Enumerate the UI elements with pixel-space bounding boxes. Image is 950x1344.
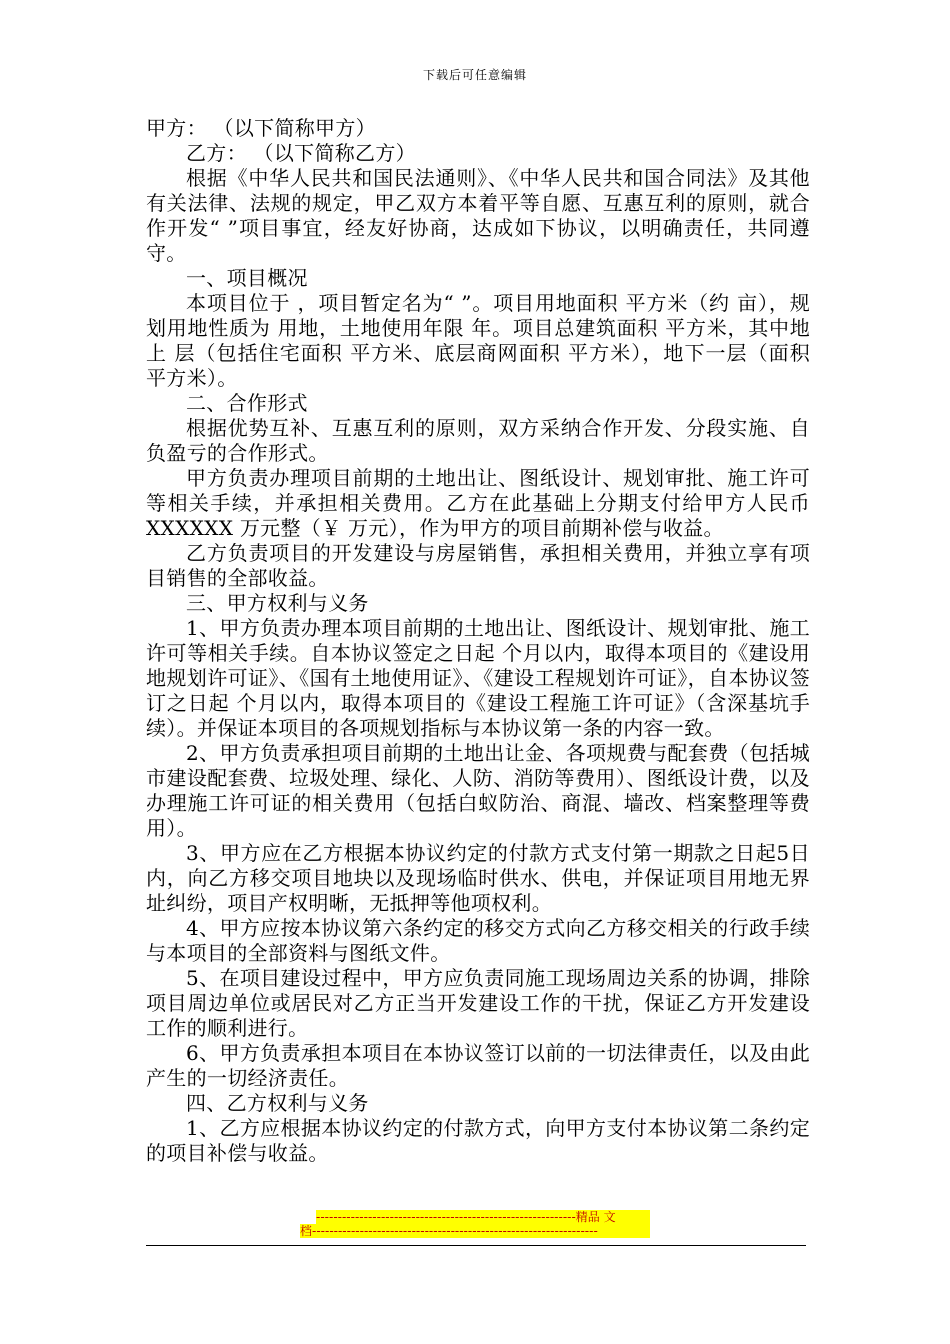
clause-a-5: 5、在项目建设过程中，甲方应负责同施工现场周边关系的协调，排除项目周边单位或居民对乙方正当开发建设工作的干扰，保证乙方开发建设工作的顺利进行。 [146,966,810,1040]
party-b-line: 乙方： （以下简称乙方） [186,141,416,165]
section-heading-3: 三、甲方权利与义务 [186,591,369,615]
project-overview-paragraph: 本项目位于 ，项目暂定名为“ ”。项目用地面积 平方米（约 亩），规划用地性质为 用地，土地使用年限 年。项目总建筑面积 平方米，其中地上 层（包括住宅面积 平方米、底层商网面积 平方米），地下一层（面积 平方米）。 [146,291,810,390]
page-header: 下载后可任意编辑 [422,68,527,82]
clause-a-4: 4、甲方应按本协议第六条约定的移交方式向乙方移交相关的行政手续与本项目的全部资料与图纸文件。 [146,916,810,965]
party-a-line: 甲方： （以下简称甲方） [146,116,376,140]
cooperation-paragraph: 根据优势互补、互惠互利的原则，双方采纳合作开发、分段实施、自负盈亏的合作形式。 [146,416,810,465]
clause-a-6: 6、甲方负责承担本项目在本协议签订以前的一切法律责任，以及由此产生的一切经济责任。 [146,1041,810,1090]
section-heading-4: 四、乙方权利与义务 [186,1091,369,1115]
clause-a-3: 3、甲方应在乙方根据本协议约定的付款方式支付第一期款之日起5日内，向乙方移交项目地块以及现场临时供水、供电，并保证项目用地无界址纠纷，项目产权明晰，无抵押等他项权利。 [146,841,810,915]
document-body [146,116,810,1166]
party-b-duty-paragraph: 乙方负责项目的开发建设与房屋销售，承担相关费用，并独立享有项目销售的全部收益。 [146,541,810,590]
section-heading-2: 二、合作形式 [186,391,308,415]
footer-line-2: 档------------------------------------------------------------------ [300,1224,650,1238]
clause-a-1: 1、甲方负责办理本项目前期的土地出让、图纸设计、规划审批、施工许可等相关手续。自本协议签定之日起 个月以内，取得本项目的《建设用地规划许可证》、《国有土地使用证》、《建设工程规划许可证》，自本协议签订之日起 个月以内，取得本项目的《建设工程施工许可证》（含深基坑手续）。并保证本项目的各项规划指标与本协议第一条的内容一致。 [146,616,810,740]
footer-watermark [300,1210,650,1238]
footer-divider [146,1245,806,1246]
clause-b-1: 1、乙方应根据本协议约定的付款方式，向甲方支付本协议第二条约定的项目补偿与收益。 [146,1116,810,1165]
preamble-paragraph: 根据《中华人民共和国民法通则》、《中华人民共和国合同法》及其他有关法律、法规的规定，甲乙双方本着平等自愿、互惠互利的原则，就合作开发“ ”项目事宜，经友好协商，达成如下协议，以明确责任，共同遵守。 [146,166,810,265]
section-heading-1: 一、项目概况 [186,266,308,290]
clause-a-2: 2、甲方负责承担项目前期的土地出让金、各项规费与配套费（包括城市建设配套费、垃圾处理、绿化、人防、消防等费用）、图纸设计费，以及办理施工许可证的相关费用（包括白蚁防治、商混、墙改、档案整理等费用）。 [146,741,810,840]
party-a-duty-paragraph: 甲方负责办理项目前期的土地出让、图纸设计、规划审批、施工许可等相关手续，并承担相关费用。乙方在此基础上分期支付给甲方人民币XXXXXX 万元整（￥ 万元），作为甲方的项目前期补偿与收益。 [146,466,810,540]
footer-line-1: ------------------------------------------------------------精品 文 [316,1210,650,1224]
